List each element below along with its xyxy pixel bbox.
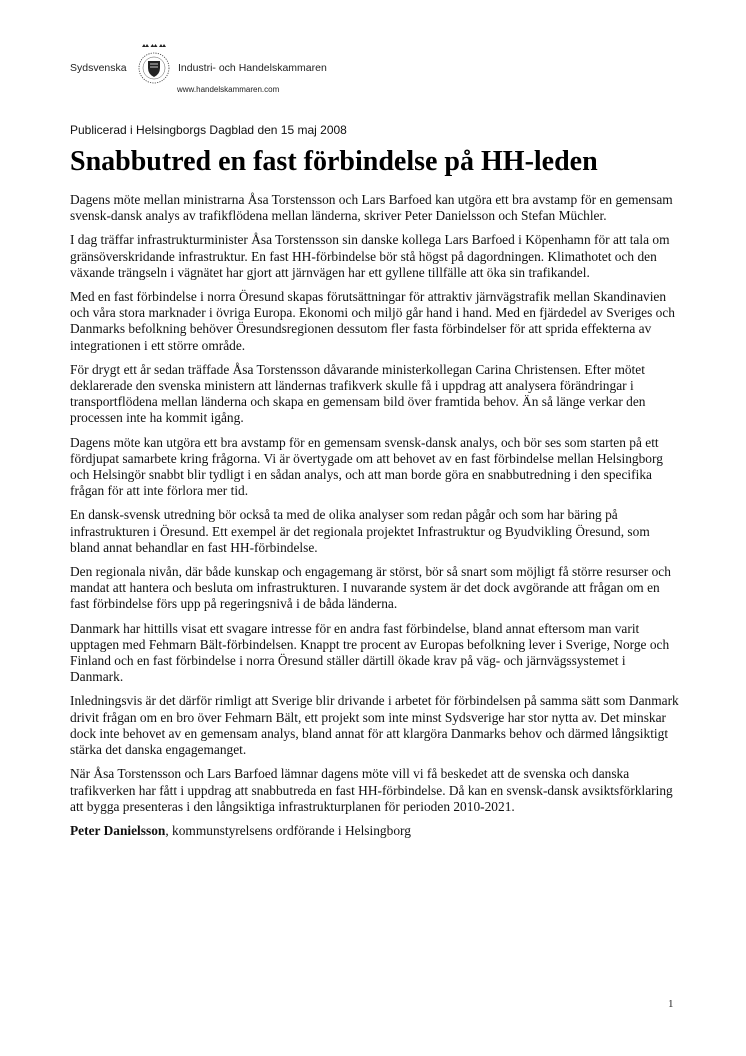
paragraph: När Åsa Torstensson och Lars Barfoed lämnar dagens möte vill vi få beskedet att de svenska och danska trafikverken har fått i uppdrag att snabbutreda en fast HH-förbindelse. Då kan en svensk-dansk avsiktsförklaring att bygga presenteras i den långsiktiga infrastrukturplanen för perioden 2010-2021. bbox=[70, 766, 673, 814]
paragraph: Danmark har hittills visat ett svagare intresse för en andra fast förbindelse, bland annat eftersom man varit upptagen med Fehmarn Bält-förbindelsen. Knappt tre procent av Europas befolkning lever i Sverige, Norge och Finland och en fast förbindelse i norra Öresund ställer därtill ökade krav på väg- och järnvägssystemet i Danmark. bbox=[70, 620, 670, 685]
paragraph: En dansk-svensk utredning bör också ta med de olika analyser som redan pågår och som har bäring på infrastrukturen i Öresund. Ett exempel är det regionala projektet Infrastruktur og Byudvikling Öresund, som bland annat behandlar en fast HH-förbindelse. bbox=[70, 507, 650, 555]
paragraph: Med en fast förbindelse i norra Öresund skapas förutsättningar för attraktiv järnvägstrafik mellan Skandinavien och våra stora marknader i övriga Europa. Ekonomi och miljö går hand i hand. Med en fjärdedel av Sveriges och Danmarks befolkning behöver Öresundsregionen dessutom fler fasta förbindelser för att sprida effekterna av integrationen i ett större område. bbox=[70, 289, 675, 353]
publication-note: Publicerad i Helsingborgs Dagblad den 15 maj 2008 bbox=[70, 123, 347, 137]
letterhead bbox=[70, 40, 470, 100]
paragraph: För drygt ett år sedan träffade Åsa Torstensson dåvarande ministerkollegan Carina Christensen. Efter mötet deklarerade den svenska ministern att ländernas trafikverk skulle få i uppdrag att analysera förändringar i transportflödena mellan länderna och skapa en gemensam bild över framtida behov. Än så länge verkar den processen inte ha kommit igång. bbox=[70, 361, 646, 426]
letterhead-right-text: Industri- och Handelskammaren bbox=[178, 62, 327, 74]
signature-title: , kommunstyrelsens ordförande i Helsingborg bbox=[165, 822, 411, 838]
paragraph: Dagens möte mellan ministrarna Åsa Torstensson och Lars Barfoed kan utgöra ett bra avstamp för en gemensam svensk-dansk analys av trafikflödena mellan länderna, skriver Peter Danielsson och Stefan Müchler. bbox=[70, 192, 673, 224]
letterhead-url: www.handelskammaren.com bbox=[177, 85, 280, 94]
article-body bbox=[70, 192, 680, 847]
paragraph: Inledningsvis är det därför rimligt att Sverige blir drivande i arbetet för förbindelsen på samma sätt som Danmark drivit frågan om en bro över Fehmarn Bält, ett projekt som inte minst Sydsverige har stor nytta av. Det minskar dock inte behovet av en gemensam analys, bland annat för att klargöra Danmarks behov och därmed långsiktigt stärka det danska engagemanget. bbox=[70, 693, 679, 758]
letterhead-left-text: Sydsvenska bbox=[70, 62, 127, 74]
article-headline: Snabbutred en fast förbindelse på HH-leden bbox=[70, 146, 598, 177]
paragraph: Den regionala nivån, där både kunskap och engagemang är störst, bör så snart som möjligt få större resurser och mandat att hantera och besluta om infrastrukturen. I nuvarande system är det dock avgörande att frågan om en fast förbindelse förs upp på regeringsnivå i de båda länderna. bbox=[70, 564, 671, 612]
page-number: 1 bbox=[668, 998, 674, 1010]
paragraph: Dagens möte kan utgöra ett bra avstamp för en gemensam svensk-dansk analys, och bör ses som starten på ett fördjupat samarbete kring frågorna. Vi är övertygade om att behovet av en fast förbindelse mellan Helsingborg och Helsingör snabbt blir tydligt i en sådan analys, och att man borde göra en snabbutredning i den specifika frågan för att inte förlora mer tid. bbox=[70, 434, 663, 499]
signature-name: Peter Danielsson bbox=[70, 822, 166, 838]
signature bbox=[70, 823, 680, 839]
paragraph: I dag träffar infrastrukturminister Åsa Torstensson sin danske kollega Lars Barfoed i Köpenhamn för att tala om gränsöverskridande infrastruktur. En fast HH-förbindelse bör stå högst på dagordningen. Klimathotet och den växande trängseln i vägnätet har gjort att järnvägen har ett gyllene tillfälle att öka sin trafikandel. bbox=[70, 232, 670, 280]
crowned-seal-icon bbox=[134, 42, 174, 86]
